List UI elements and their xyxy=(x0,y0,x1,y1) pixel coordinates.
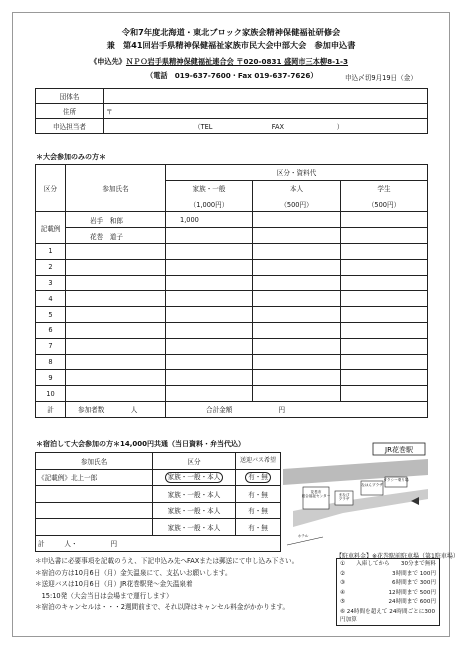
org-name-label: 団体名 xyxy=(36,89,104,104)
note-line: ＊申込書に必要事項を記載のうえ、下記申込み先へFAXまたは郵送にて申し込み下さい。 xyxy=(35,557,299,565)
bus-choice[interactable]: 有・無 xyxy=(236,519,281,536)
document-title: 令和7年度北海道・東北ブロック家族会精神保健福祉研修会 xyxy=(121,27,341,37)
name-header: 参加氏名 xyxy=(66,165,166,212)
row-number: 7 xyxy=(36,338,66,354)
overnight-name-cell[interactable] xyxy=(36,502,153,519)
kubun-choice[interactable]: 家族・一般・本人 xyxy=(153,486,236,503)
parking-row: ④ 12時間まで 500円 xyxy=(340,589,436,596)
row-number: 5 xyxy=(36,307,66,323)
note-line: ＊送迎バスは10月6日（月）JR花巻駅発～金矢温泉着 xyxy=(35,580,193,589)
applicant-table xyxy=(35,88,428,134)
bus-example: 有・無 xyxy=(245,472,271,483)
row-number: 8 xyxy=(36,354,66,370)
map-label: タクシー乗り場 xyxy=(383,478,409,482)
apply-label: 《申込先》 xyxy=(90,57,126,66)
name-cell[interactable] xyxy=(66,322,166,338)
contact-field[interactable]: （TEL FAX ） xyxy=(104,119,428,134)
bus-header: 送迎バス希望 xyxy=(236,453,281,470)
access-map xyxy=(283,441,428,554)
family-price: （1,000円） xyxy=(166,196,253,212)
org-name-field[interactable] xyxy=(104,89,428,104)
kubun-example: 家族・一般・本人 xyxy=(165,472,224,483)
name-cell[interactable] xyxy=(66,354,166,370)
notes xyxy=(35,556,298,614)
parking-row: ⑤ 24時間まで 600円 xyxy=(340,599,436,605)
student-header: 学生 xyxy=(341,180,428,196)
kubun-choice[interactable]: 家族・一般・本人 xyxy=(153,502,236,519)
row-number: 3 xyxy=(36,275,66,291)
name-cell[interactable] xyxy=(66,307,166,323)
person-header: 本人 xyxy=(253,180,341,196)
row-number: 9 xyxy=(36,370,66,386)
parking-title: 【駐車料金】※花巻駅前駐車場（第1駐車場） xyxy=(336,553,459,560)
address-label: 住所 xyxy=(36,104,104,119)
deadline: 申込〆切9月19日（金） xyxy=(345,74,417,82)
map-label: なはんプラザ xyxy=(361,483,383,487)
address-field[interactable]: 〒 xyxy=(104,104,428,119)
parking-table xyxy=(336,558,440,626)
kubun-choice[interactable]: 家族・一般・本人 xyxy=(153,519,236,536)
family-header: 家族・一般 xyxy=(166,180,253,196)
document-subtitle: 兼 第41回岩手県精神保健福祉家族市民大会中部大会 参加申込書 xyxy=(106,40,356,50)
total-amount: 合計金額 円 xyxy=(166,401,428,417)
overnight-table xyxy=(35,452,281,552)
row-number: 10 xyxy=(36,386,66,402)
tel-fax-line: （電話 019-637-7600・Fax 019-637-7626） xyxy=(146,71,318,80)
note-line: 15:10発（大会当日は会場まで運行します） xyxy=(35,591,173,600)
overnight-example-name: 《記載例》北上一郎 xyxy=(36,469,153,486)
person-price: （500円） xyxy=(253,196,341,212)
overnight-name-header: 参加氏名 xyxy=(36,453,153,470)
fee-header: 区分・資料代 xyxy=(166,165,428,181)
overnight-name-cell[interactable] xyxy=(36,486,153,503)
parking-row: ② 3時間まで 100円 xyxy=(340,570,436,577)
example-label: 記載例 xyxy=(36,212,66,244)
note-line: ＊宿泊のキャンセルは・・・2週間前まで、それ以降はキャンセル料金がかかります。 xyxy=(35,603,290,612)
example-family-1: 1,000 xyxy=(166,212,253,228)
station-label: JR花巻駅 xyxy=(385,446,413,454)
map-label: ホテル xyxy=(297,534,309,538)
name-cell[interactable] xyxy=(66,338,166,354)
apply-org: ＮＰＯ岩手県精神保健福祉連合会 〒020-0831 盛岡市三本柳8-1-3 xyxy=(125,57,349,66)
contact-label: 申込担当者 xyxy=(36,119,104,134)
parking-row: ③ 6時間まで 300円 xyxy=(340,580,436,586)
parking-row: ⑥ 24時間を超えて 24時間ごとに300円加算 xyxy=(340,608,436,623)
example-name-2: 花巻 道子 xyxy=(66,228,166,244)
row-number: 2 xyxy=(36,259,66,275)
bus-choice[interactable]: 有・無 xyxy=(236,486,281,503)
note-line: ＊宿泊の方は10月6日（月）金矢温泉にて、支払いお願いします。 xyxy=(35,568,232,577)
name-cell[interactable] xyxy=(66,259,166,275)
student-price: （500円） xyxy=(341,196,428,212)
name-cell[interactable] xyxy=(66,275,166,291)
row-number: 1 xyxy=(36,243,66,259)
overnight-kubun-header: 区分 xyxy=(153,453,236,470)
apply-to-line xyxy=(90,57,348,67)
overnight-name-cell[interactable] xyxy=(36,519,153,536)
name-cell[interactable] xyxy=(66,370,166,386)
overnight-total: 計 人・ 円 xyxy=(36,535,281,552)
total-count: 参加者数 人 xyxy=(66,401,166,417)
name-cell[interactable] xyxy=(66,291,166,307)
map-label: 花巻市総合福祉センター xyxy=(301,490,331,499)
bus-choice[interactable]: 有・無 xyxy=(236,502,281,519)
attendance-table xyxy=(35,164,428,418)
parking-row: ① 入庫してから 30分まで無料 xyxy=(340,561,436,567)
section1-heading: ＊大会参加のみの方＊ xyxy=(36,153,106,161)
name-cell[interactable] xyxy=(66,243,166,259)
total-label: 計 xyxy=(36,401,66,417)
kubun-header: 区分 xyxy=(36,165,66,212)
row-number: 6 xyxy=(36,322,66,338)
row-number: 4 xyxy=(36,291,66,307)
name-cell[interactable] xyxy=(66,386,166,402)
map-label: まなびプラザ xyxy=(338,493,350,502)
example-name-1: 岩手 和郎 xyxy=(66,212,166,228)
section2-heading: ＊宿泊して大会参加の方＊14,000円共通（当日資料・弁当代込） xyxy=(36,440,246,448)
